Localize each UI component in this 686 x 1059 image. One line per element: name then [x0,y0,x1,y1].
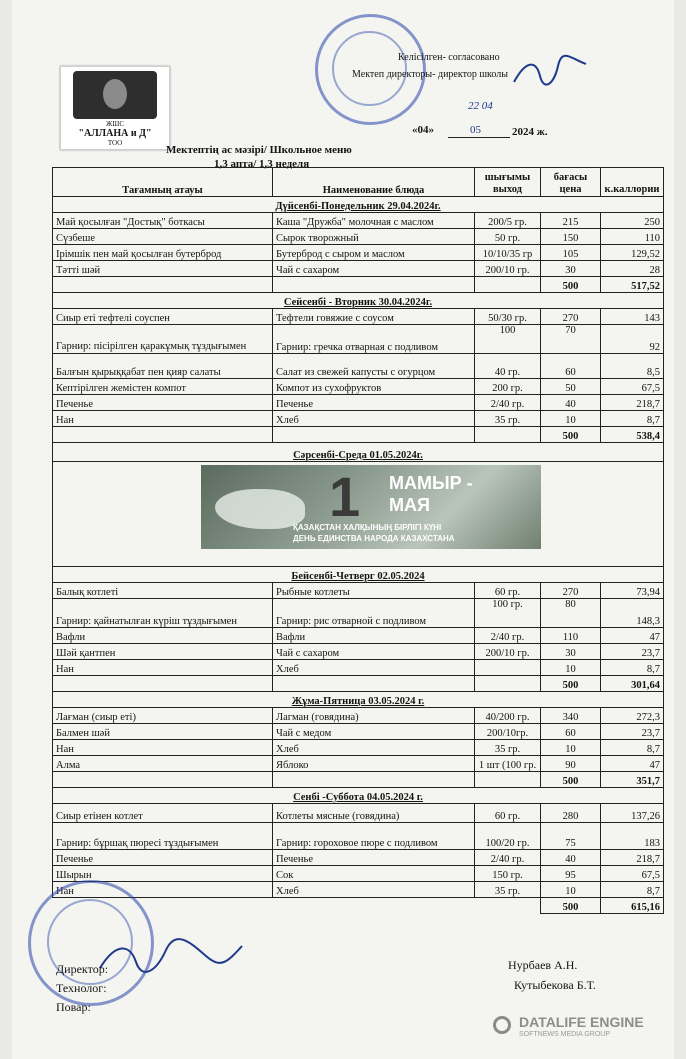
watermark-brand: DATALIFE ENGINE [519,1014,644,1030]
day-title: Сенбі -Суббота 04.05.2024 г. [53,788,664,804]
cell-ru: Лагман (говядина) [273,708,475,724]
chef-logo-icon [73,71,157,119]
cell-ru: Гарнир: рис отварной с подливом [273,599,475,628]
total-price: 500 [541,898,601,914]
director-signature-icon [510,54,590,90]
cell-kz: Гарнир: қайнатылған күріш тұздығымен [53,599,273,628]
cell-output: 35 гр. [475,882,541,898]
holiday-banner [53,462,663,548]
header-output: шығымы выход [475,168,541,197]
cell-price: 30 [541,644,601,660]
logo-line-3: ТОО [107,139,123,147]
cell-kz: Тәтті шәй [53,261,273,277]
company-logo [60,66,170,150]
day-title: Жұма-Пятница 03.05.2024 г. [53,692,664,708]
total-kcal: 538,4 [601,427,664,443]
cell-kcal: 23,7 [601,644,664,660]
watermark-sub: SOFTNEWS MEDIA GROUP [519,1031,611,1038]
logo-line-2: "АЛЛАНА и Д" [78,128,152,139]
day-title: Бейсенбі-Четверг 02.05.2024 [53,567,664,583]
cell-ru: Чай с сахаром [273,644,475,660]
cell-kcal: 137,26 [601,804,664,823]
cell-kcal: 129,52 [601,245,664,261]
table-row [53,229,664,245]
cell-price: 70 [541,325,601,354]
total-price: 500 [541,427,601,443]
total-price: 500 [541,772,601,788]
total-row [53,676,664,692]
cell-kcal: 67,5 [601,379,664,395]
cell-output [475,660,541,676]
cell-kz: Ірімшік пен май қосылған бутерброд [53,245,273,261]
cell-output: 150 гр. [475,866,541,882]
banner-title-ru: МАЯ [389,495,430,515]
cell-output: 60 гр. [475,583,541,599]
cell-output: 50/30 гр. [475,309,541,325]
cell-ru: Каша "Дружба" молочная с маслом [273,213,475,229]
cell-ru: Тефтели говяжие с соусом [273,309,475,325]
cell-kcal: 47 [601,628,664,644]
cell-price: 50 [541,379,601,395]
cell-kz: Печенье [53,395,273,411]
cell-ru: Рыбные котлеты [273,583,475,599]
cell-ru: Печенье [273,850,475,866]
date-month: 05 [470,124,481,136]
cell-output: 200/10 гр. [475,644,541,660]
cell-price: 60 [541,354,601,379]
cell-kz: Нан [53,660,273,676]
director-label: Директор: [56,962,109,976]
cell-output: 200 гр. [475,379,541,395]
table-row [53,325,664,354]
approval-line-2: Мектеп директоры- директор школы [352,69,508,80]
cell-kz: Вафли [53,628,273,644]
cell-price: 10 [541,882,601,898]
cell-kcal: 47 [601,756,664,772]
header-kcal: к.каллории [601,168,664,197]
table-row [53,411,664,427]
table-row [53,866,664,882]
cell-kz: Май қосылған "Достық" боткасы [53,213,273,229]
cell-ru: Хлеб [273,660,475,676]
table-row [53,850,664,866]
cell-price: 80 [541,599,601,628]
cell-ru: Бутерброд с сыром и маслом [273,245,475,261]
cell-price: 10 [541,740,601,756]
cell-kcal: 272,3 [601,708,664,724]
cell-ru: Компот из сухофруктов [273,379,475,395]
cell-kz: Шырын [53,866,273,882]
cell-ru: Яблоко [273,756,475,772]
cell-ru: Вафли [273,628,475,644]
cell-output: 35 гр. [475,411,541,427]
table-row [53,823,664,850]
table-row [53,804,664,823]
cell-price: 30 [541,261,601,277]
cell-kz: Алма [53,756,273,772]
cell-output: 100/20 гр. [475,823,541,850]
cell-price: 105 [541,245,601,261]
table-row [53,740,664,756]
cell-kz: Нан [53,740,273,756]
cell-kz: Гарнир: пісірілген қаракұмық тұздығымен [53,325,273,354]
holiday-image [201,465,541,549]
cell-ru: Чай с медом [273,724,475,740]
table-row [53,628,664,644]
table-row [53,261,664,277]
dove-icon [215,489,305,529]
table-row [53,395,664,411]
cell-output: 10/10/35 гр [475,245,541,261]
cell-output: 200/10 гр. [475,261,541,277]
holiday-banner-row [53,462,664,567]
table-row [53,354,664,379]
cell-kcal: 73,94 [601,583,664,599]
table-row [53,599,664,628]
cell-output: 40 гр. [475,354,541,379]
cell-kz: Печенье [53,850,273,866]
cell-output: 100 [475,325,541,354]
total-price: 500 [541,277,601,293]
table-row [53,309,664,325]
cell-price: 90 [541,756,601,772]
cell-output: 2/40 гр. [475,850,541,866]
cell-kcal: 8,7 [601,411,664,427]
header-price: бағасы цена [541,168,601,197]
banner-subtitle-kz: ҚАЗАҚСТАН ХАЛҚЫНЫҢ БІРЛІГІ КҮНІ [293,523,442,532]
cell-kz: Балық котлеті [53,583,273,599]
cell-kz: Сүзбеше [53,229,273,245]
cell-kz: Кептірілген жемістен компот [53,379,273,395]
cell-output: 60 гр. [475,804,541,823]
cell-kcal: 250 [601,213,664,229]
date-underline [448,137,510,138]
cell-kz: Гарнир: бұршақ пюресі тұздығымен [53,823,273,850]
table-row [53,660,664,676]
cell-price: 270 [541,309,601,325]
table-row [53,245,664,261]
cell-output: 1 шт (100 гр. [475,756,541,772]
cell-kz: Лағман (сиыр еті) [53,708,273,724]
cell-kz: Нан [53,411,273,427]
cell-kz: Сиыр етінен котлет [53,804,273,823]
total-kcal: 517,52 [601,277,664,293]
cell-price: 40 [541,850,601,866]
date-day: «04» [412,124,434,136]
total-row [53,277,664,293]
cell-kcal: 67,5 [601,866,664,882]
table-row [53,708,664,724]
cell-kz: Нан [53,882,273,898]
day-title: Дүйсенбі-Понедельник 29.04.2024г. [53,197,664,213]
technolog-label: Технолог: [56,981,107,995]
menu-subtitle: 1,3 апта/ 1,3 неделя [214,158,310,170]
cook-label: Повар: [56,1000,91,1014]
cell-output: 50 гр. [475,229,541,245]
cell-kcal: 8,5 [601,354,664,379]
director-name: Нурбаев А.Н. [508,958,578,972]
header-kz: Тағамның атауы [53,168,273,197]
cell-price: 215 [541,213,601,229]
logo-line-1: ЖШС [105,120,124,128]
date-year: 2024 ж. [512,126,548,138]
cell-ru: Сок [273,866,475,882]
day-title: Сейсенбі - Вторник 30.04.2024г. [53,293,664,309]
cell-ru: Гарнир: гороховое пюре с подливом [273,823,475,850]
cell-price: 60 [541,724,601,740]
cell-price: 10 [541,411,601,427]
cell-ru: Чай с сахаром [273,261,475,277]
cell-ru: Котлеты мясные (говядина) [273,804,475,823]
cell-output: 2/40 гр. [475,395,541,411]
total-row [53,772,664,788]
table-row [53,756,664,772]
banner-number: 1 [329,465,361,528]
table-row [53,379,664,395]
cell-price: 340 [541,708,601,724]
cell-kcal: 8,7 [601,660,664,676]
cell-price: 280 [541,804,601,823]
cell-output: 2/40 гр. [475,628,541,644]
total-kcal: 301,64 [601,676,664,692]
cell-price: 10 [541,660,601,676]
technolog-name: Кутыбекова Б.Т. [514,978,596,992]
handwritten-date: 22 04 [468,100,493,112]
cell-ru: Хлеб [273,411,475,427]
cell-price: 110 [541,628,601,644]
table-row [53,644,664,660]
cell-ru: Салат из свежей капусты с огурцом [273,354,475,379]
cell-output: 35 гр. [475,740,541,756]
cell-ru: Хлеб [273,740,475,756]
cell-price: 40 [541,395,601,411]
cell-price: 95 [541,866,601,882]
banner-subtitle-ru: ДЕНЬ ЕДИНСТВА НАРОДА КАЗАХСТАНА [293,534,455,543]
cell-output: 40/200 гр. [475,708,541,724]
cell-kz: Шәй қантпен [53,644,273,660]
cell-kcal: 92 [601,325,664,354]
cell-output: 100 гр. [475,599,541,628]
total-kcal: 351,7 [601,772,664,788]
cell-output: 200/10гр. [475,724,541,740]
approval-line-1: Келісілген- согласовано [398,52,500,63]
menu-title: Мектептің ас мәзірі/ Школьное меню [166,144,352,156]
cell-kcal: 148,3 [601,599,664,628]
cell-ru: Хлеб [273,882,475,898]
cell-price: 150 [541,229,601,245]
table-row [53,882,664,898]
cell-kcal: 143 [601,309,664,325]
cell-kcal: 183 [601,823,664,850]
total-row [53,427,664,443]
cell-kcal: 8,7 [601,882,664,898]
day-title: Сәрсенбі-Среда 01.05.2024г. [53,443,664,462]
datalife-logo-icon [493,1016,511,1034]
cell-ru: Гарнир: гречка отварная с подливом [273,325,475,354]
total-kcal: 615,16 [601,898,664,914]
banner-title-kz: МАМЫР - [389,473,473,493]
table-header [53,168,664,197]
cell-kcal: 23,7 [601,724,664,740]
cell-kcal: 28 [601,261,664,277]
cell-ru: Печенье [273,395,475,411]
cell-kcal: 218,7 [601,850,664,866]
cell-kcal: 8,7 [601,740,664,756]
menu-table [52,167,664,914]
cell-output: 200/5 гр. [475,213,541,229]
cell-kcal: 110 [601,229,664,245]
table-row [53,724,664,740]
cell-kz: Балмен шәй [53,724,273,740]
footer-signature-icon [96,938,246,978]
header-ru: Наименование блюда [273,168,475,197]
cell-kcal: 218,7 [601,395,664,411]
cell-ru: Сырок творожный [273,229,475,245]
table-row [53,583,664,599]
cell-price: 75 [541,823,601,850]
table-row [53,213,664,229]
total-price: 500 [541,676,601,692]
cell-price: 270 [541,583,601,599]
cell-kz: Сиыр еті тефтелі соуспен [53,309,273,325]
cell-kz: Балғын қырыққабат пен қияр салаты [53,354,273,379]
